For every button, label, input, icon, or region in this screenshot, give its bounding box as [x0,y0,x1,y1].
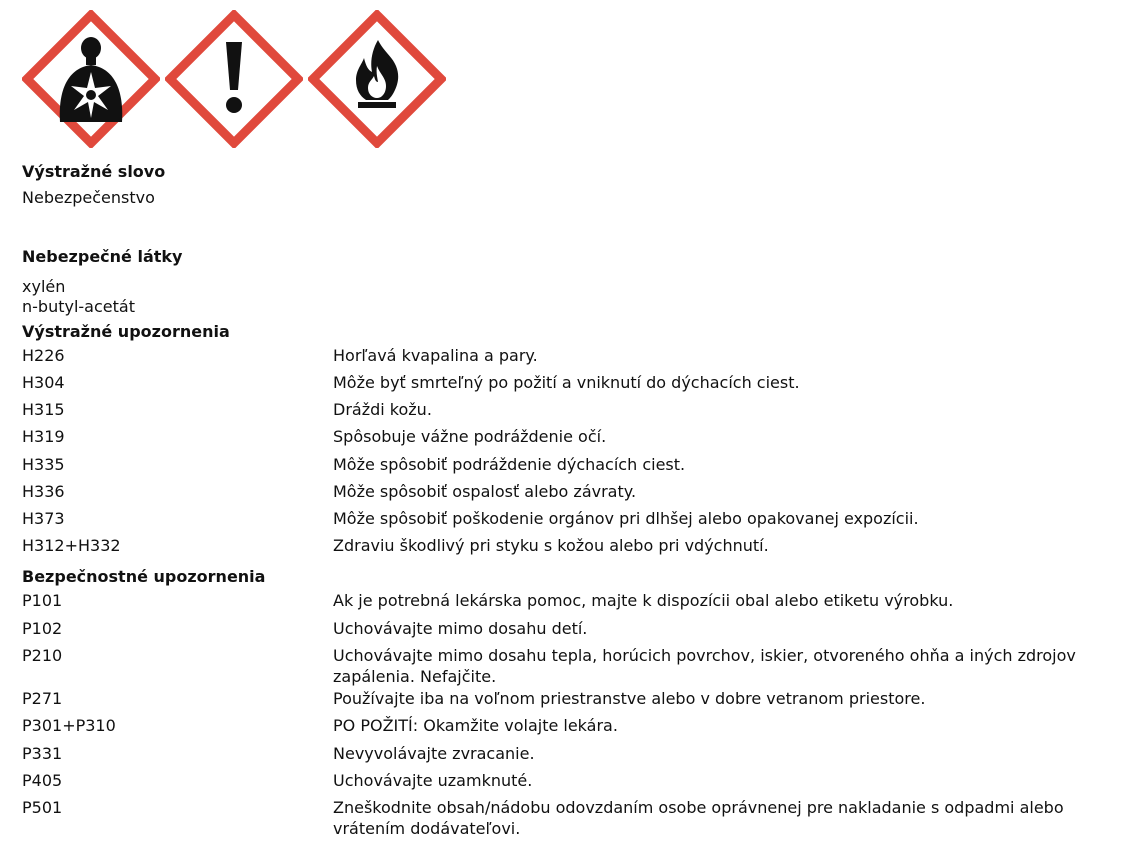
precaution-code: P331 [22,744,63,763]
precaution-text: Nevyvolávajte zvracanie. [333,744,535,763]
hazard-code: H312+H332 [22,536,121,555]
pictogram-row [22,10,462,148]
precaution-code: P271 [22,689,63,708]
hazardous-substances-label: Nebezpečné látky [22,247,183,266]
precaution-code: P405 [22,771,63,790]
precaution-code: P102 [22,619,63,638]
flame-icon [308,10,446,148]
precaution-text: PO POŽITÍ: Okamžite volajte lekára. [333,716,618,735]
precaution-code: P301+P310 [22,716,116,735]
hazard-code: H315 [22,400,65,419]
hazard-text: Horľavá kvapalina a pary. [333,346,538,365]
signal-word-value: Nebezpečenstvo [22,188,155,207]
precaution-text: Zneškodnite obsah/nádobu odovzdaním osobe oprávnenej pre nakladanie s odpadmi alebo vrátením dodávateľovi. [333,798,1064,838]
precaution-text: Používajte iba na voľnom priestranstve alebo v dobre vetranom priestore. [333,689,926,708]
hazard-text: Zdraviu škodlivý pri styku s kožou alebo pri vdýchnutí. [333,536,769,555]
precaution-text: Ak je potrebná lekárska pomoc, majte k dispozícii obal alebo etiketu výrobku. [333,591,954,610]
hazard-code: H336 [22,482,65,501]
precaution-text: Uchovávajte uzamknuté. [333,771,533,790]
precaution-code: P101 [22,591,63,610]
hazard-code: H304 [22,373,65,392]
health-hazard-icon [22,10,160,148]
hazard-text: Môže byť smrteľný po požití a vniknutí do dýchacích ciest. [333,373,800,392]
hazard-statements-label: Výstražné upozornenia [22,322,230,341]
hazard-text: Dráždi kožu. [333,400,432,419]
hazard-code: H373 [22,509,65,528]
hazard-text: Môže spôsobiť poškodenie orgánov pri dlhšej alebo opakovanej expozícii. [333,509,919,528]
hazard-text: Môže spôsobiť ospalosť alebo závraty. [333,482,637,501]
hazard-code: H319 [22,427,65,446]
signal-word-label: Výstražné slovo [22,162,166,181]
precaution-code: P210 [22,646,63,665]
substance-item: xylén [22,277,66,296]
hazard-text: Spôsobuje vážne podráždenie očí. [333,427,607,446]
exclamation-mark-icon [165,10,303,148]
precautionary-statements-label: Bezpečnostné upozornenia [22,567,266,586]
precaution-text: Uchovávajte mimo dosahu tepla, horúcich povrchov, iskier, otvoreného ohňa a iných zdrojov zapálenia. Nefajčite. [333,646,1076,686]
precaution-code: P501 [22,798,63,817]
precaution-text: Uchovávajte mimo dosahu detí. [333,619,588,638]
hazard-text: Môže spôsobiť podráždenie dýchacích ciest. [333,455,686,474]
hazard-code: H226 [22,346,65,365]
substance-item: n-butyl-acetát [22,297,135,316]
hazard-code: H335 [22,455,65,474]
